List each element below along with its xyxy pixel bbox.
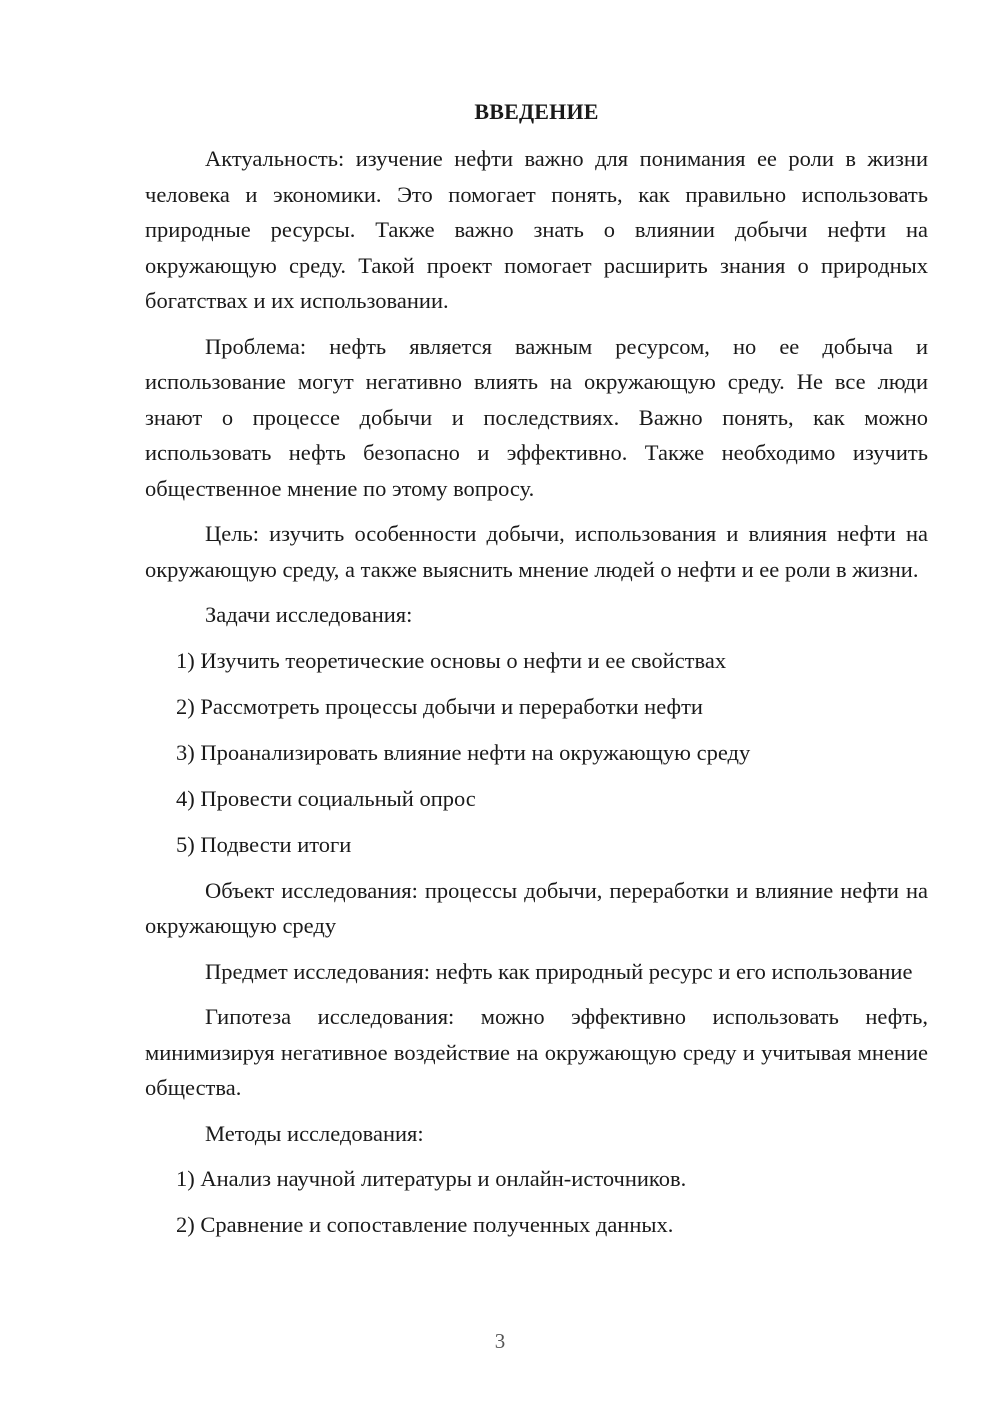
subject-paragraph: Предмет исследования: нефть как природный ресурс и его использование <box>205 958 913 984</box>
page-content <box>145 95 928 1253</box>
relevance-paragraph: Актуальность: изучение нефти важно для понимания ее роли в жизни человека и экономики. Это помогает понять, как правильно использовать природные ресурсы. Также важно знать о влиянии добычи нефти на окружающую среду. Такой проект помогает расширить знания о природных богатствах и их использовании. <box>145 146 928 313</box>
object-paragraph: Объект исследования: процессы добычи, переработки и влияние нефти на окружающую среду <box>145 877 928 938</box>
task-item-3: 3) Проанализировать влияние нефти на окружающую среду <box>176 739 751 765</box>
problem-paragraph: Проблема: нефть является важным ресурсом, но ее добыча и использование могут негативно влиять на окружающую среду. Не все люди знают о процессе добычи и последствиях. Важно понять, как можно использовать нефть безопасно и эффективно. Также необходимо изучить общественное мнение по этому вопросу. <box>145 333 928 501</box>
goal-paragraph: Цель: изучить особенности добычи, использования и влияния нефти на окружающую среду, а также выяснить мнение людей о нефти и ее роли в жизни. <box>145 521 928 582</box>
task-item-4: 4) Провести социальный опрос <box>176 785 476 811</box>
task-item-1: 1) Изучить теоретические основы о нефти и ее свойствах <box>176 647 727 673</box>
tasks-heading: Задачи исследования: <box>205 602 413 627</box>
page-number: 3 <box>494 1329 506 1353</box>
task-item-5: 5) Подвести итоги <box>176 831 352 857</box>
methods-heading: Методы исследования: <box>205 1120 424 1146</box>
section-title: ВВЕДЕНИЕ <box>474 99 599 124</box>
hypothesis-paragraph: Гипотеза исследования: можно эффективно использовать нефть, минимизируя негативное воздействие на окружающую среду и учитывая мнение общества. <box>145 1004 928 1100</box>
method-item-2: 2) Сравнение и сопоставление полученных данных. <box>176 1212 674 1237</box>
tasks-list <box>145 643 928 863</box>
task-item-2: 2) Рассмотреть процессы добычи и переработки нефти <box>176 693 703 719</box>
method-item-1: 1) Анализ научной литературы и онлайн-источников. <box>176 1166 687 1191</box>
methods-list <box>145 1161 928 1243</box>
